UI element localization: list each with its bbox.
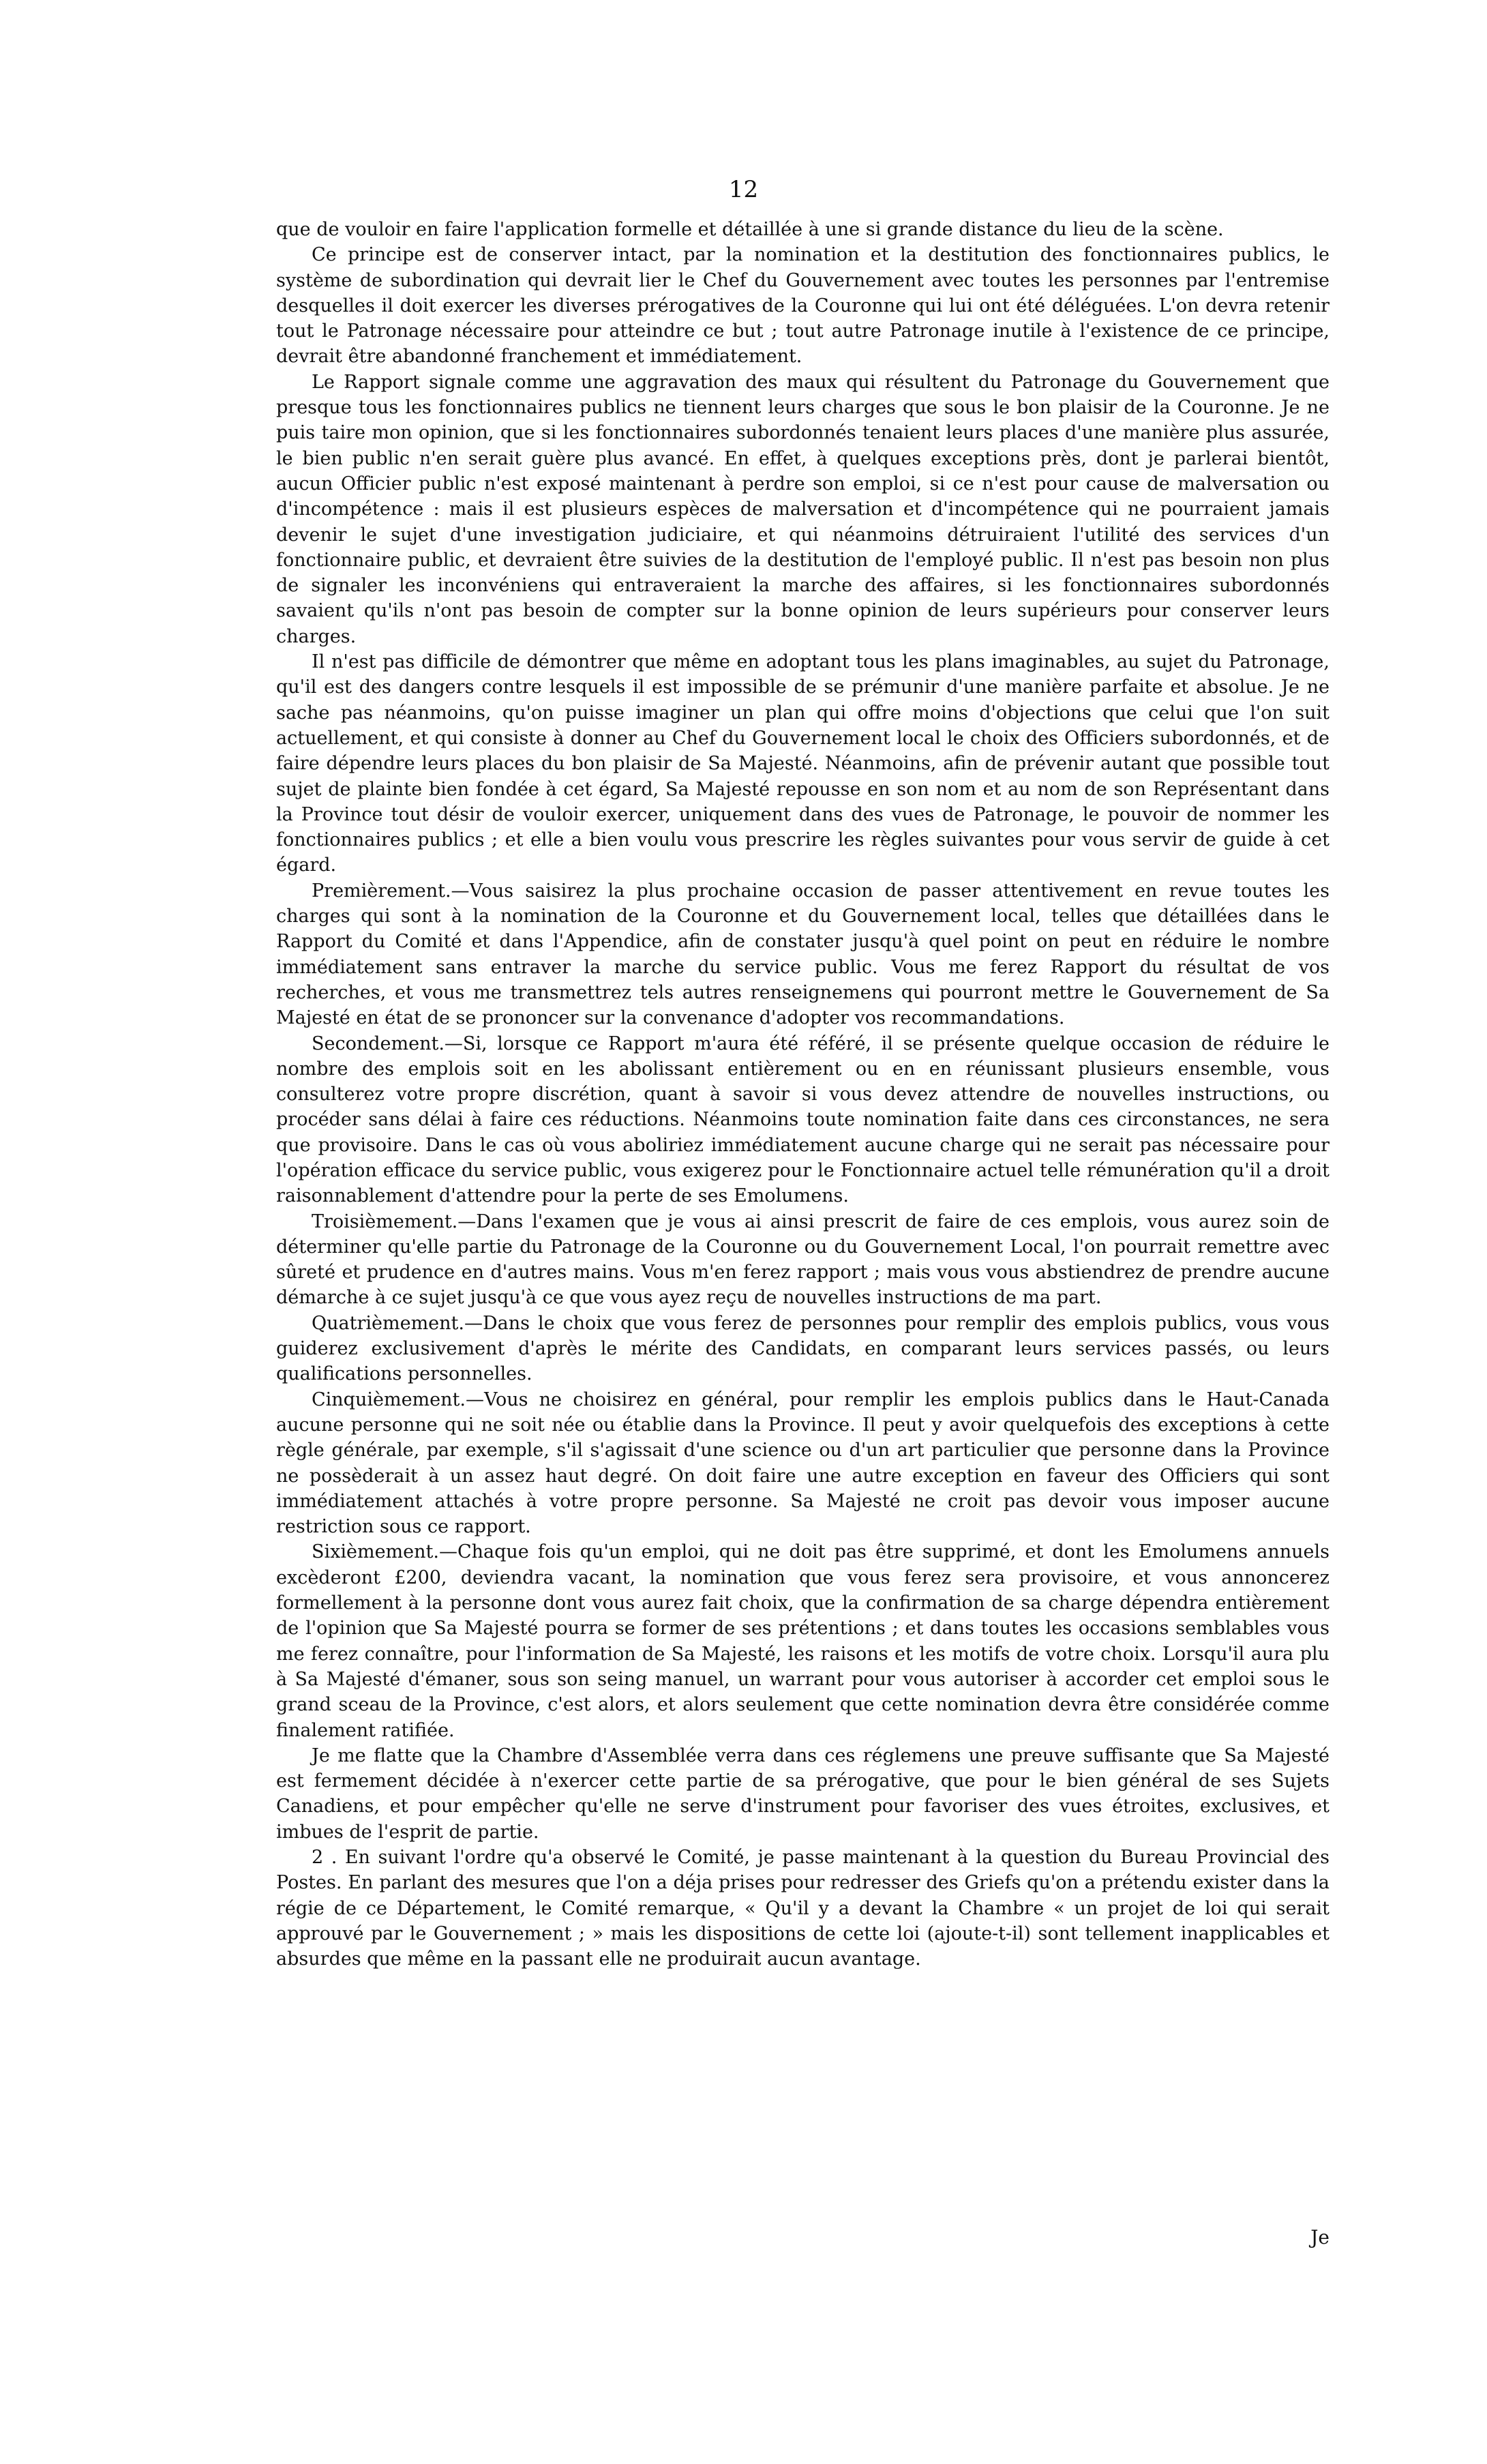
paragraph-quatriemement: Quatrièmement.—Dans le choix que vous ferez de personnes pour remplir des emplois publics, vous vous guiderez exclusivement d'après le mérite des Candidats, en comparant leurs services passés, ou leurs qualifications personnelles. [276,1312,1330,1385]
paragraph-bureau-postes: 2 . En suivant l'ordre qu'a observé le Comité, je passe maintenant à la question du Bureau Provincial des Postes. En parlant des mesures que l'on a déja prises pour redresser des Griefs qu'on a prétendu exister dans la régie de ce Département, le Comité remarque, « Qu'il y a devant la Chambre « un projet de loi qui serait approuvé par le Gouvernement ; » mais les dispositions de cette loi (ajoute-t-il) sont tellement inapplicables et absurdes que même en la passant elle ne produirait aucun avantage. [276,1847,1330,1970]
paragraph-premierement: Premièrement.—Vous saisirez la plus prochaine occasion de passer attentivement en revue toutes les charges qui sont à la nomination de la Couronne et du Gouvernement local, telles que détaillées dans le Rapport du Comité et dans l'Appendice, afin de constater jusqu'à quel point on peut en réduire le nombre immédiatement sans entraver la marche du service public. Vous me ferez Rapport du résultat de vos recherches, et vous me transmettrez tels autres renseignemens qui pourront mettre le Gouvernement de Sa Majesté en état de se prononcer sur la convenance d'adopter vos recommandations. [276,880,1330,1029]
paragraph-rapport: Le Rapport signale comme une aggravation des maux qui résultent du Patronage du Gouvernement que presque tous les fonctionnaires publics ne tiennent leurs charges que sous le bon plaisir de la Couronne. Je ne puis taire mon opinion, que si les fonctionnaires subordonnés tenaient leurs places d'une manière plus assurée, le bien public n'en serait guère plus avancé. En effet, à quelques exceptions près, dont je parlerai bientôt, aucun Officier public n'est exposé maintenant à perdre son emploi, si ce n'est pour cause de malversation ou d'incompétence : mais il est plusieurs espèces de malversation et d'incompétence qui ne pourraient jamais devenir le sujet d'une investigation judiciaire, et qui néanmoins détruiraient l'utilité des services d'un fonctionnaire public, et devraient être suivies de la destitution de l'employé public. Il n'est pas besoin non plus de signaler les inconvéniens qui entraveraient la marche des affaires, si les fonctionnaires subordonnés savaient qu'ils n'ont pas besoin de compter sur la bonne opinion de leurs supérieurs pour conserver leurs charges. [276,371,1330,647]
paragraph-principle: Ce principe est de conserver intact, par la nomination et la destitution des fonctionnaires publics, le système de subordination qui devrait lier le Chef du Gouvernement avec toutes les personnes par l'entremise desquelles il doit exercer les diverses prérogatives de la Couronne qui lui ont été déléguées. L'on devra retenir tout le Patronage nécessaire pour atteindre ce but ; tout autre Patronage inutile à l'existence de ce principe, devrait être abandonné franchement et immédiatement. [276,244,1330,368]
paragraph-cinquiemement: Cinquièmement.—Vous ne choisirez en général, pour remplir les emplois publics dans le Haut-Canada aucune personne qui ne soit née ou établie dans la Province. Il peut y avoir quelquefois des exceptions à cette règle générale, par exemple, s'il s'agissait d'une science ou d'un art particulier que personne dans la Province ne possèderait à un assez haut degré. On doit faire une autre exception en faveur des Officiers qui sont immédiatement attachés à votre propre personne. Sa Majesté ne croit pas devoir vous imposer aucune restriction sous ce rapport. [276,1389,1330,1538]
paragraph-troisiemement: Troisièmement.—Dans l'examen que je vous ai ainsi prescrit de faire de ces emplois, vous aurez soin de déterminer qu'elle partie du Patronage de la Couronne ou du Gouvernement Local, l'on pourrait remettre avec sûreté et prudence en d'autres mains. Vous m'en ferez rapport ; mais vous vous abstiendrez de prendre aucune démarche à ce sujet jusqu'à ce que vous ayez reçu de nouvelles instructions de ma part. [276,1211,1330,1309]
body-text [276,217,1330,1972]
page-number: 12 [728,176,759,203]
paragraph-chambre: Je me flatte que la Chambre d'Assemblée verra dans ces réglemens une preuve suffisante que Sa Majesté est fermement décidée à n'exercer cette partie de sa prérogative, que pour le bien général de ses Sujets Canadiens, et pour empêcher qu'elle ne serve d'instrument pour favoriser des vues étroites, exclusives, et imbues de l'esprit de partie. [276,1745,1330,1843]
paragraph-continuation: que de vouloir en faire l'application formelle et détaillée à une si grande distance du lieu de la scène. [276,219,1224,240]
paragraph-patronage: Il n'est pas difficile de démontrer que même en adoptant tous les plans imaginables, au sujet du Patronage, qu'il est des dangers contre lesquels il est impossible de se prémunir d'une manière parfaite et absolue. Je ne sache pas néanmoins, qu'on puisse imaginer un plan qui offre moins d'objections que celui que l'on suit actuellement, et qui consiste à donner au Chef du Gouvernement local le choix des Officiers subordonnés, et de faire dépendre leurs places du bon plaisir de Sa Majesté. Néanmoins, afin de prévenir autant que possible tout sujet de plainte bien fondée à cet égard, Sa Majesté repousse en son nom et au nom de son Représentant dans la Province tout désir de vouloir exercer, uniquement dans des vues de Patronage, le pouvoir de nommer les fonctionnaires publics ; et elle a bien voulu vous prescrire les règles suivantes pour vous servir de guide à cet égard. [276,651,1330,876]
paragraph-secondement: Secondement.—Si, lorsque ce Rapport m'aura été référé, il se présente quelque occasion de réduire le nombre des emplois soit en les abolissant entièrement ou en en réunissant plusieurs ensemble, vous consulterez votre propre discrétion, quant à savoir si vous devez attendre de nouvelles instructions, ou procéder sans délai à faire ces réductions. Néanmoins toute nomination faite dans ces circonstances, ne sera que provisoire. Dans le cas où vous aboliriez immédiatement aucune charge qui ne serait pas nécessaire pour l'opération efficace du service public, vous exigerez pour le Fonctionnaire actuel telle rémunération qu'il a droit raisonnablement d'attendre pour la perte de ses Emolumens. [276,1033,1330,1207]
catchword: Je [1310,2226,1330,2248]
paragraph-sixiemement: Sixièmement.—Chaque fois qu'un emploi, qui ne doit pas être supprimé, et dont les Emolumens annuels excèderont £200, deviendra vacant, la nomination que vous ferez sera provisoire, et vous annoncerez formellement à la personne dont vous aurez fait choix, que la confirmation de sa charge dépendra entièrement de l'opinion que Sa Majesté pourra se former de ses prétentions ; et dans toutes les occasions semblables vous me ferez connaître, pour l'information de Sa Majesté, les raisons et les motifs de votre choix. Lorsqu'il aura plu à Sa Majesté d'émaner, sous son seing manuel, un warrant pour vous autoriser à accorder cet emploi sous le grand sceau de la Province, c'est alors, et alors seulement que cette nomination devra être considérée comme finalement ratifiée. [276,1541,1330,1741]
